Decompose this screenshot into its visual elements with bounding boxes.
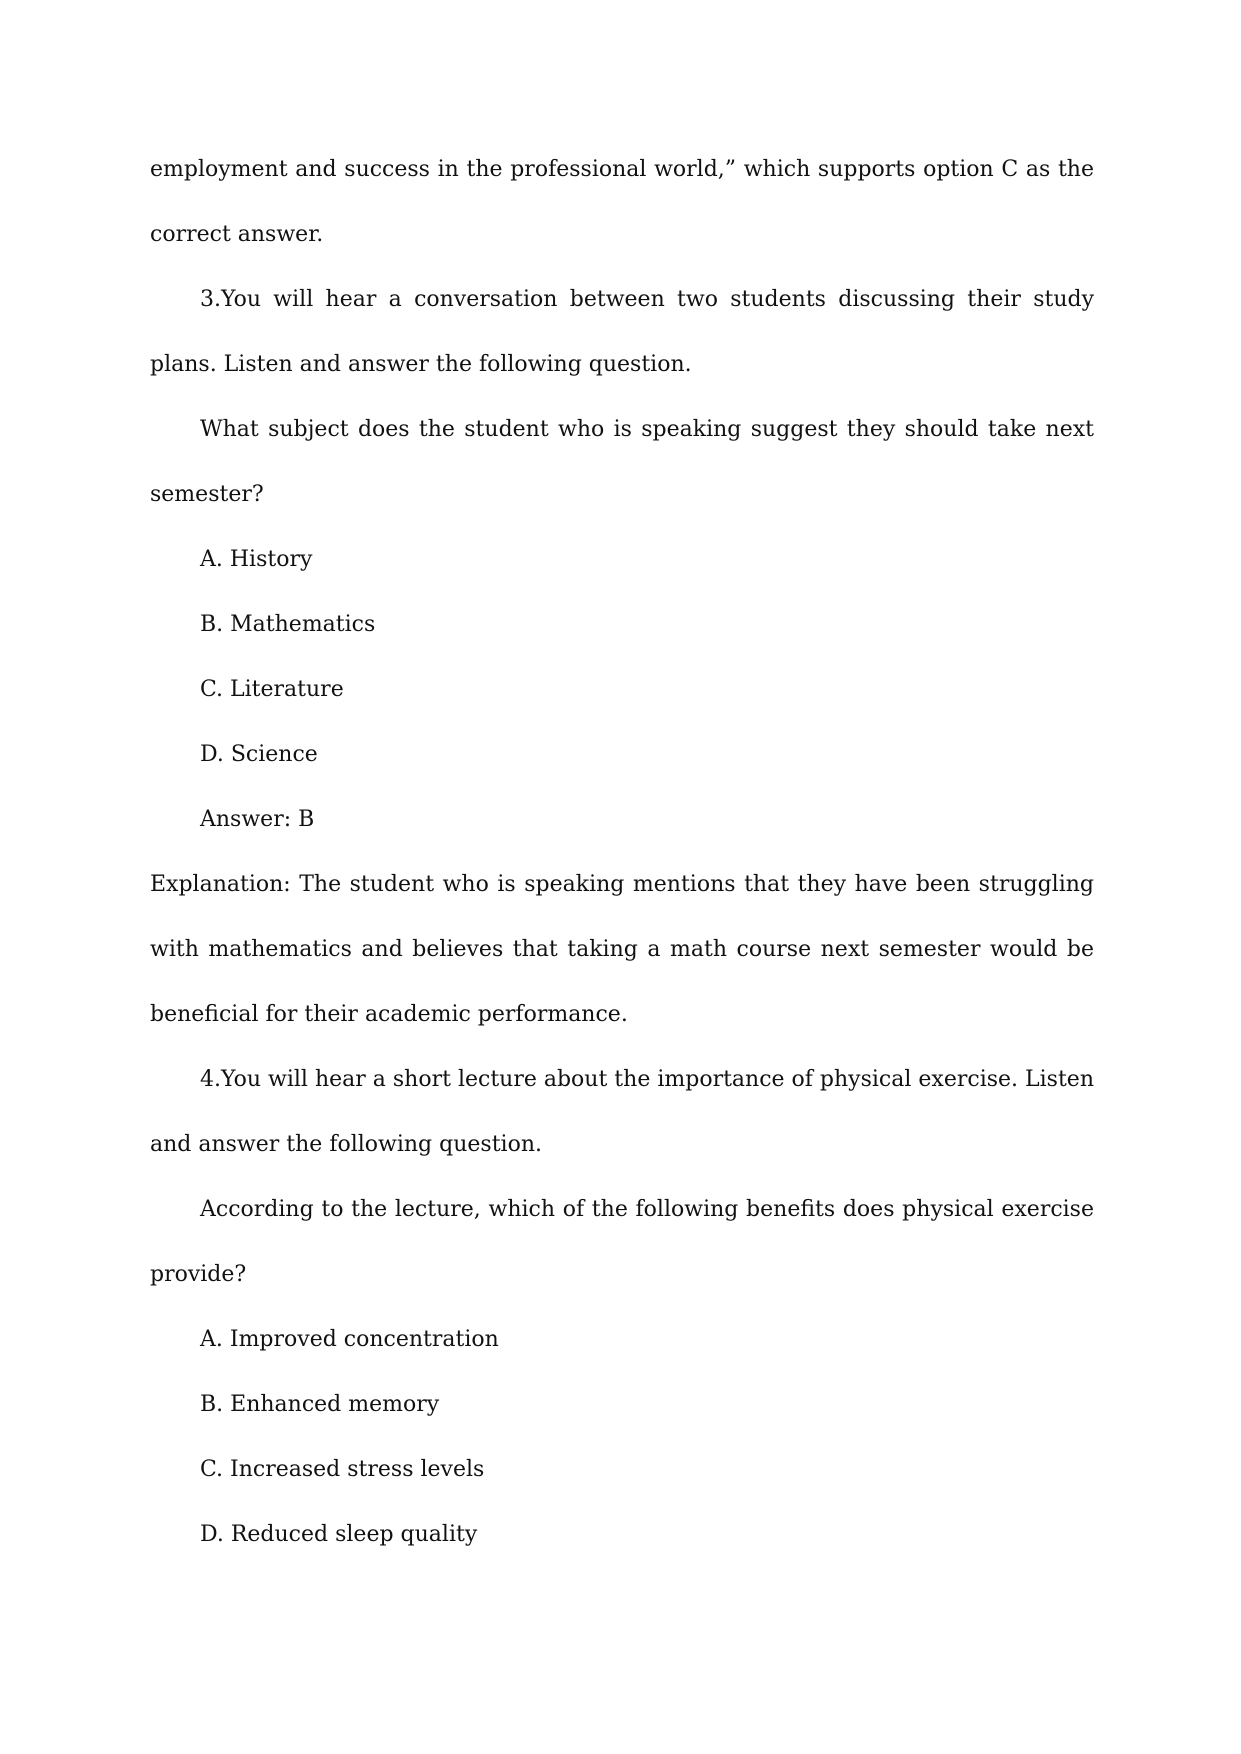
question-3-option-a: A. History bbox=[200, 547, 313, 572]
question-3-answer: Answer: B bbox=[200, 807, 315, 832]
question-4-option-c: C. Increased stress levels bbox=[200, 1457, 485, 1482]
question-3-text: What subject does the student who is speaking suggest they should take next semester? bbox=[150, 417, 1094, 507]
question-4-prompt: 4.You will hear a short lecture about the importance of physical exercise. Listen and answer the following question. bbox=[150, 1067, 1094, 1157]
question-3-option-b: B. Mathematics bbox=[200, 612, 376, 637]
question-4-text: According to the lecture, which of the following benefits does physical exercise provide? bbox=[150, 1197, 1094, 1287]
question-4-option-a: A. Improved concentration bbox=[200, 1327, 499, 1352]
question-4-option-b: B. Enhanced memory bbox=[200, 1392, 440, 1417]
document-body bbox=[150, 137, 1094, 1567]
question-3-explanation: Explanation: The student who is speaking mentions that they have been struggling with mathematics and believes that taking a math course next semester would be beneficial for their academic performance. bbox=[150, 872, 1094, 1027]
question-3-option-c: C. Literature bbox=[200, 677, 344, 702]
question-4-option-d: D. Reduced sleep quality bbox=[200, 1522, 478, 1547]
continuation-paragraph: employment and success in the professional world,” which supports option C as the correct answer. bbox=[150, 157, 1094, 247]
question-3-prompt: 3.You will hear a conversation between two students discussing their study plans. Listen and answer the following question. bbox=[150, 287, 1094, 377]
question-3-option-d: D. Science bbox=[200, 742, 318, 767]
